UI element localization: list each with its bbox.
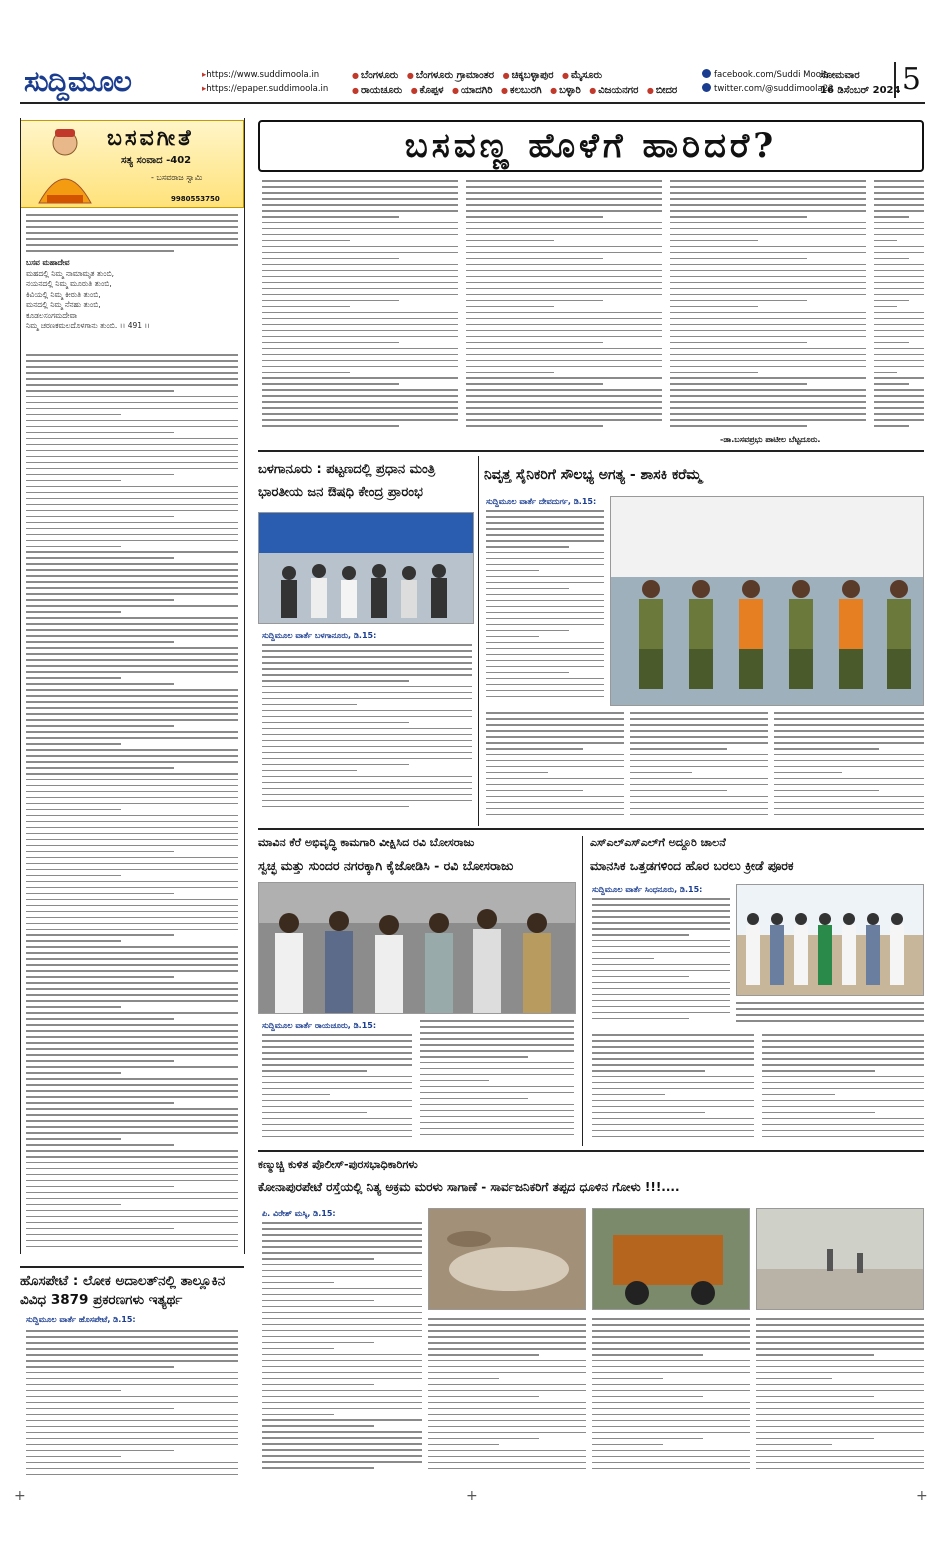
main-headline: ಬಸವಣ್ಣ ಹೊಳೆಗೆ ಹಾರಿದರೆ? — [258, 120, 924, 172]
story-byline: ಸುದ್ದಿಮೂಲ ವಾರ್ತೆ ದೇವದುರ್ಗ, ಡಿ.15: — [486, 497, 597, 506]
road-kicker: ಕಣ್ಮುಚ್ಚಿ ಕುಳಿತ ಪೊಲೀಸ್-ಪುರಸಭಾಧಿಕಾರಿಗಳು — [258, 1158, 418, 1171]
body-text — [592, 898, 730, 1028]
road-photo-3 — [756, 1208, 924, 1310]
page-number: 5 — [894, 62, 921, 98]
story-byline: ಸುದ್ದಿಮೂಲ ವಾರ್ತೆ ಹೊಸಪೇಟೆ, ಡಿ.15: — [26, 1315, 136, 1324]
body-text — [262, 1222, 422, 1478]
basavageete-header — [20, 120, 244, 208]
soldiers-photo-illustration — [611, 497, 924, 706]
group-photo-illustration — [259, 513, 474, 624]
column-subtitle: ಸತ್ಯ ಸಂವಾದ -402 — [121, 155, 192, 166]
section-divider — [258, 450, 924, 452]
city-item: ● ಚಿಕ್ಕಬಳ್ಳಾಪುರ — [503, 70, 554, 81]
column-border — [478, 456, 479, 826]
registration-mark: + — [14, 1488, 26, 1504]
story-byline: ಸುದ್ದಿಮೂಲ ವಾರ್ತೆ ರಾಯಚೂರು, ಡಿ.15: — [262, 1021, 377, 1030]
city-item: ● ಬೆಂಗಳೂರು ಗ್ರಾಮಾಂತರ — [407, 70, 494, 81]
sand-truck-illustration — [593, 1209, 750, 1310]
hosapete-headline — [20, 1272, 244, 1310]
dusty-road-illustration — [757, 1209, 924, 1310]
body-text — [630, 712, 768, 820]
registration-mark: + — [916, 1488, 928, 1504]
body-text — [26, 354, 238, 1254]
column-phone: 9980553750 — [171, 195, 220, 203]
city-item: ● ಕೊಪ್ಪಳ — [411, 85, 444, 96]
body-text — [262, 644, 472, 816]
issue-date — [820, 68, 900, 98]
body-text — [26, 214, 238, 256]
body-text — [774, 712, 924, 820]
article-signature: -ಡಾ.ಬಸವಪ್ರಭು ಪಾಟೀಲ ಬೆಟ್ಟದೂರು. — [720, 435, 821, 444]
headline-line: ಹೊಸಪೇಟೆ : ಲೋಕ ಅದಾಲತ್‌ನಲ್ಲಿ ತಾಲ್ಲೂಕಿನ — [20, 1273, 226, 1289]
column-border — [20, 118, 21, 1254]
damaged-road-illustration — [429, 1209, 586, 1310]
body-text — [592, 1034, 754, 1146]
website-links — [202, 68, 328, 96]
body-text — [486, 510, 604, 706]
epaper-link[interactable]: ▸ https://epaper.suddimoola.in — [202, 82, 328, 96]
body-text — [26, 1330, 238, 1480]
city-item: ● ಬಳ್ಳಾರಿ — [550, 85, 581, 96]
newspaper-logo[interactable]: ಸುದ್ದಿಮೂಲ — [24, 64, 131, 98]
players-photo-illustration — [737, 885, 924, 996]
body-text — [762, 1034, 924, 1146]
body-text — [874, 180, 924, 432]
body-text — [736, 1002, 924, 1030]
city-item: ● ರಾಯಚೂರು — [352, 85, 402, 96]
headline-line: ಬಳಗಾನೂರು : ಪಟ್ಟಣದಲ್ಲಿ ಪ್ರಧಾನ ಮಂತ್ರಿ — [258, 462, 436, 477]
poem-intro: ಬಸವ ಮಹಾದೇವ — [26, 258, 70, 267]
city-item: ● ಕಲಬುರಗಿ — [501, 85, 542, 96]
city-item: ● ಮೈಸೂರು — [562, 70, 602, 81]
body-text — [262, 1034, 412, 1144]
poem-line: ಮನದಲ್ಲಿ ನಿಮ್ಮ ನೆನಹು ತುಂಬಿ, — [26, 300, 101, 309]
column-border — [582, 836, 583, 1146]
body-text — [756, 1318, 924, 1478]
mango-photo — [258, 882, 576, 1014]
city-item: ● ಯಾದಗಿರಿ — [452, 85, 492, 96]
sainik-headline: ನಿವೃತ್ತ ಸೈನಿಕರಿಗೆ ಸೌಲಭ್ಯ ಅಗತ್ಯ - ಶಾಸಕಿ ಕರೆಮ್ಮ — [484, 467, 702, 483]
body-text — [420, 1020, 574, 1144]
mango-headline: ಸ್ವಚ್ಛ ಮತ್ತು ಸುಂದರ ನಗರಕ್ಕಾಗಿ ಕೈಜೋಡಿಸಿ - ರವಿ ಬೋಸರಾಜು — [258, 858, 514, 873]
sainik-photo — [610, 496, 924, 706]
column-border — [244, 118, 245, 1254]
poem-line: ಕೂಡಲಸಂಗಮದೇವಾ — [26, 310, 78, 320]
story-byline: ಸುದ್ದಿಮೂಲ ವಾರ್ತೆ ಬಳಗಾನೂರು, ಡಿ.15: — [262, 631, 377, 640]
poem-line: ನಿಮ್ಮ ಚರಣಕಮಲದೊಳಗಾನು ತುಂಬಿ. ।। 491 ।। — [26, 321, 151, 330]
story-byline: ಪಿ. ವಿರೇಶ್ ಮಸ್ಕಿ, ಡಿ.15: — [262, 1209, 336, 1218]
city-row-2 — [352, 83, 682, 98]
registration-mark: + — [466, 1488, 478, 1504]
headline-line: ವಿವಿಧ 3879 ಪ್ರಕರಣಗಳು ಇತ್ಯರ್ಥ — [20, 1292, 183, 1308]
issue-date-text: 16 ಡಿಸೆಂಬರ್ 2024 — [820, 85, 901, 96]
road-photo-1 — [428, 1208, 586, 1310]
poem-line: ಮಹದಲ್ಲಿ ನಿಮ್ಮ ನಾಮಾಮೃತ ತುಂಬಿ, — [26, 268, 115, 278]
body-text — [486, 712, 624, 820]
column-title: ಬಸವಗೀತೆ — [107, 125, 194, 151]
sports-headline: ಮಾನಸಿಕ ಒತ್ತಡಗಳಿಂದ ಹೊರ ಬರಲು ಕ್ರೀಡೆ ಪೂರಕ — [590, 858, 794, 873]
twitter-link[interactable]: twitter.com/@suddimoola22 — [714, 84, 834, 94]
website-link[interactable]: ▸ https://www.suddimoola.in — [202, 68, 328, 82]
aushadhi-photo — [258, 512, 474, 624]
inspection-photo-illustration — [259, 883, 576, 1014]
section-divider — [258, 828, 924, 830]
city-item: ● ಬೀದರ — [647, 85, 677, 96]
masthead — [20, 62, 925, 104]
mango-kicker: ಮಾವಿನ ಕೆರೆ ಅಭಿವೃದ್ಧಿ ಕಾಮಗಾರಿ ವೀಕ್ಷಿಸಿದ ರವಿ ಬೋಸರಾಜು — [258, 836, 475, 849]
body-text — [262, 180, 458, 432]
section-divider — [258, 1150, 924, 1152]
twitter-icon — [702, 83, 711, 92]
headline-line: ಭಾರತೀಯ ಜನ ಔಷಧಿ ಕೇಂದ್ರ ಪ್ರಾರಂಭ — [258, 485, 423, 500]
story-byline: ಸುದ್ದಿಮೂಲ ವಾರ್ತೆ ಸಿಂಧನೂರು, ಡಿ.15: — [592, 885, 703, 894]
saint-illustration — [29, 125, 101, 205]
issue-day: ಸೋಮವಾರ — [820, 70, 860, 81]
vachana-poem — [26, 258, 238, 350]
social-links — [702, 68, 834, 96]
body-text — [428, 1318, 586, 1478]
aushadhi-headline — [258, 458, 474, 504]
city-editions — [352, 68, 682, 98]
sports-kicker: ಎಸ್‌ಎಲ್‌ಎಸ್‌ಎಲ್‌ಗೆ ಅದ್ದೂರಿ ಚಾಲನೆ — [590, 836, 726, 849]
city-row-1 — [352, 68, 682, 83]
body-text — [670, 180, 866, 432]
road-headline: ಕೋನಾಪುರಪೇಟೆ ರಸ್ತೆಯಲ್ಲಿ ನಿತ್ಯ ಅಕ್ರಮ ಮರಳು ಸಾಗಾಣೆ - ಸಾರ್ವಜನಿಕರಿಗೆ ತಪ್ಪದ ಧೂಳಿನ ಗೋಳು !!!.... — [258, 1180, 680, 1194]
road-photo-2 — [592, 1208, 750, 1310]
facebook-link[interactable]: facebook.com/Suddi Moola — [714, 70, 829, 80]
column-author: - ಬಸವರಾಜ ಸ್ವಾಮಿ — [151, 173, 203, 182]
poem-line: ಕಿವಿಯಲ್ಲಿ ನಿಮ್ಮ ಕೀರುತಿ ತುಂಬಿ, — [26, 289, 101, 299]
body-text — [592, 1318, 750, 1478]
city-item: ● ಬೆಂಗಳೂರು — [352, 70, 398, 81]
section-divider — [20, 1266, 244, 1268]
facebook-icon — [702, 69, 711, 78]
city-item: ● ವಿಜಯನಗರ — [589, 85, 638, 96]
sports-photo — [736, 884, 924, 996]
poem-line: ನಯನದಲ್ಲಿ ನಿಮ್ಮ ಮೂರುತಿ ತುಂಬಿ, — [26, 279, 112, 288]
body-text — [466, 180, 662, 432]
